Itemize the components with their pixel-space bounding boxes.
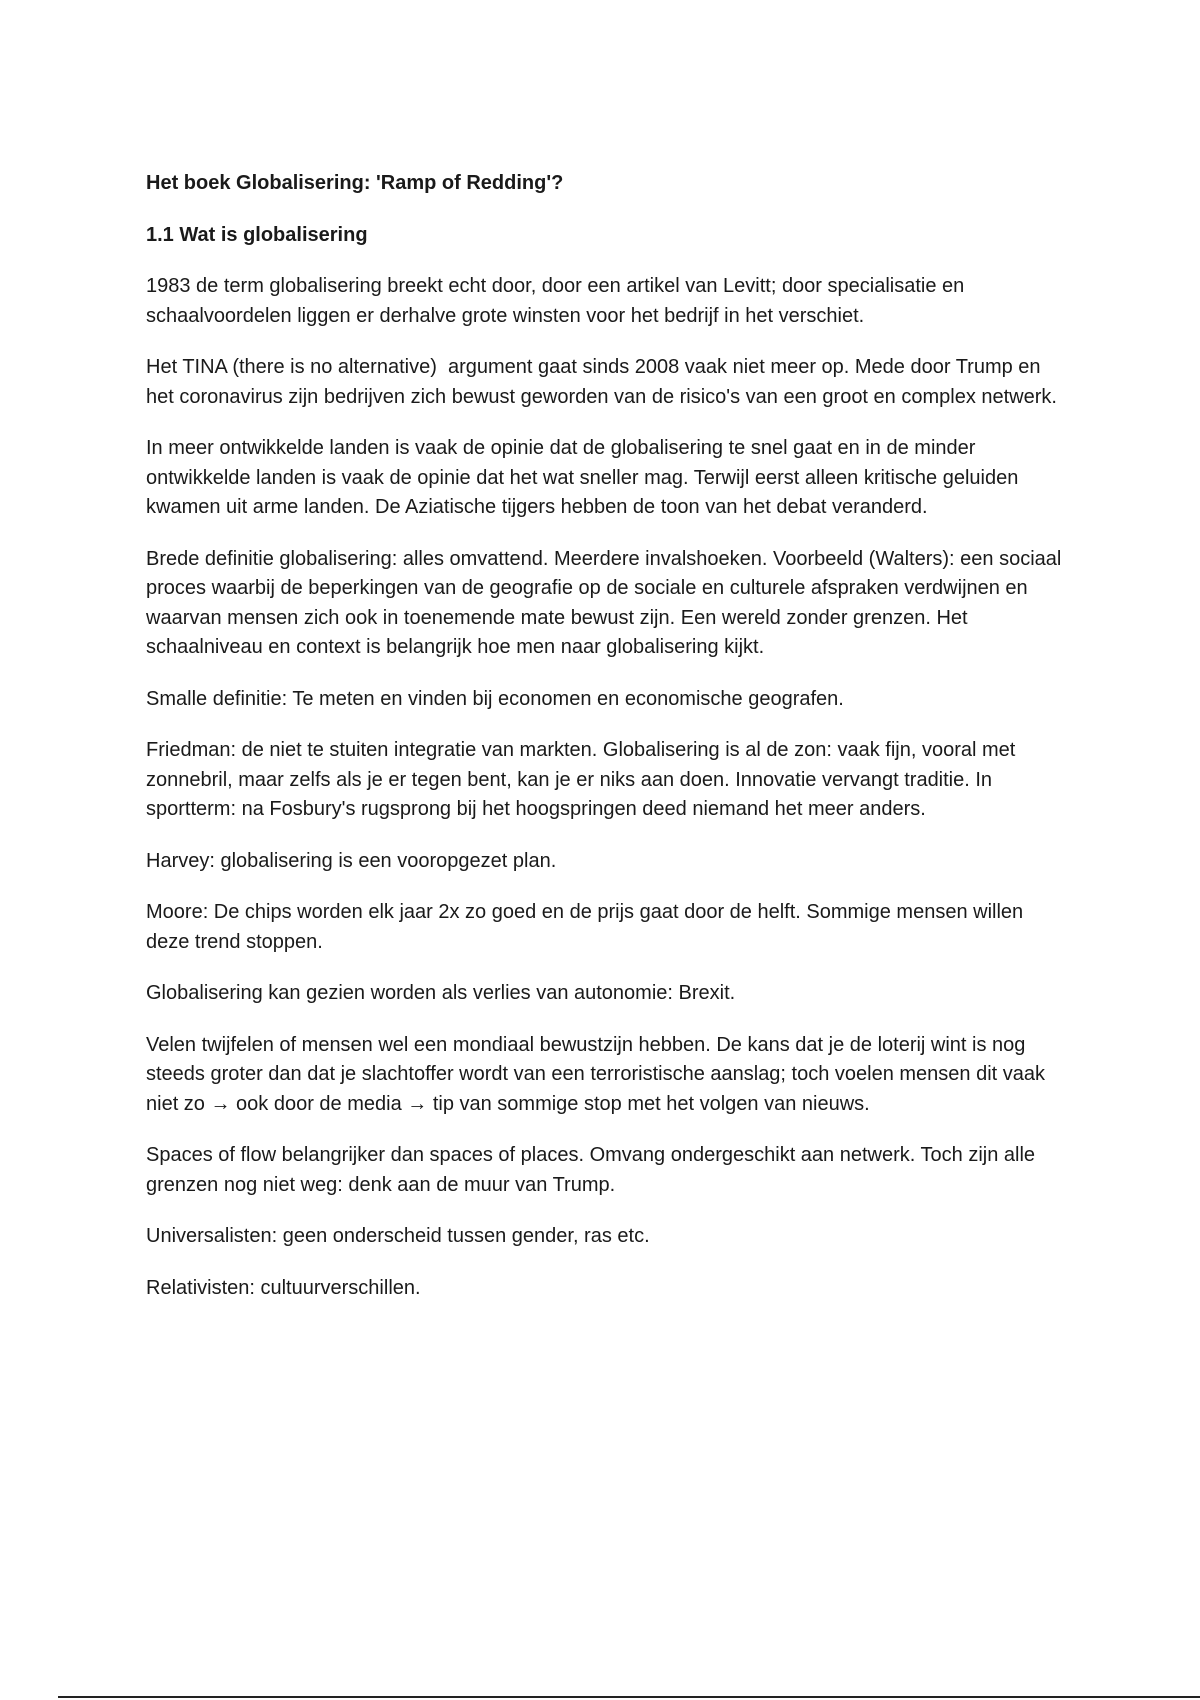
paragraph-tina: Het TINA (there is no alternative) argument gaat sinds 2008 vaak niet meer op. Mede door Trump en het coronavirus zijn bedrijven zich bewust geworden van de risico's van een groot en complex netwerk. bbox=[146, 356, 1057, 408]
document-body bbox=[146, 168, 1066, 1325]
paragraph-mondiaal-bewustzijn: Velen twijfelen of mensen wel een mondiaal bewustzijn hebben. De kans dat je de loterij wint is nog steeds groter dan dat je slachtoffer wordt van een terroristische aanslag; toch voelen mensen dit vaak niet zo → ook door de media → tip van sommige stop met het volgen van nieuws. bbox=[146, 1033, 1051, 1115]
paragraph-autonomie: Globalisering kan gezien worden als verlies van autonomie: Brexit. bbox=[146, 982, 736, 1004]
paragraph-opinie: In meer ontwikkelde landen is vaak de opinie dat de globalisering te snel gaat en in de minder ontwikkelde landen is vaak de opinie dat het wat sneller mag. Terwijl eerst alleen kritische geluiden kwamen uit arme landen. De Aziatische tijgers hebben de toon van het debat veranderd. bbox=[146, 437, 1024, 518]
section-heading: 1.1 Wat is globalisering bbox=[146, 224, 368, 246]
paragraph-universalisten: Universalisten: geen onderscheid tussen gender, ras etc. bbox=[146, 1225, 650, 1247]
paragraph-levitt: 1983 de term globalisering breekt echt door, door een artikel van Levitt; door specialisatie en schaalvoordelen liggen er derhalve grote winsten voor het bedrijf in het verschiet. bbox=[146, 275, 970, 327]
paragraph-moore: Moore: De chips worden elk jaar 2x zo goed en de prijs gaat door de helft. Sommige mensen willen deze trend stoppen. bbox=[146, 901, 1029, 953]
paragraph-brede-definitie: Brede definitie globalisering: alles omvattend. Meerdere invalshoeken. Voorbeeld (Walters): een sociaal proces waarbij de beperkingen van de geografie op de sociale en culturele afspraken verdwijnen en waarvan mensen zich ook in toenemende mate bewust zijn. Een wereld zonder grenzen. Het schaalniveau en context is belangrijk hoe men naar globalisering kijkt. bbox=[146, 547, 1067, 658]
footer-divider bbox=[58, 1696, 1200, 1698]
paragraph-spaces-of-flow: Spaces of flow belangrijker dan spaces of places. Omvang ondergeschikt aan netwerk. Toch zijn alle grenzen nog niet weg: denk aan de muur van Trump. bbox=[146, 1144, 1041, 1196]
paragraph-smalle-definitie: Smalle definitie: Te meten en vinden bij economen en economische geografen. bbox=[146, 687, 844, 710]
paragraph-friedman: Friedman: de niet te stuiten integratie van markten. Globalisering is al de zon: vaak fijn, vooral met zonnebril, maar zelfs als je er tegen bent, kan je er niks aan doen. Innovatie vervangt traditie. In sportterm: na Fosbury's rugsprong bij het hoogspringen deed niemand het meer anders. bbox=[146, 739, 1021, 820]
paragraph-relativisten: Relativisten: cultuurverschillen. bbox=[146, 1276, 421, 1299]
document-title: Het boek Globalisering: 'Ramp of Redding'? bbox=[146, 172, 564, 194]
paragraph-harvey: Harvey: globalisering is een vooropgezet plan. bbox=[146, 849, 557, 872]
